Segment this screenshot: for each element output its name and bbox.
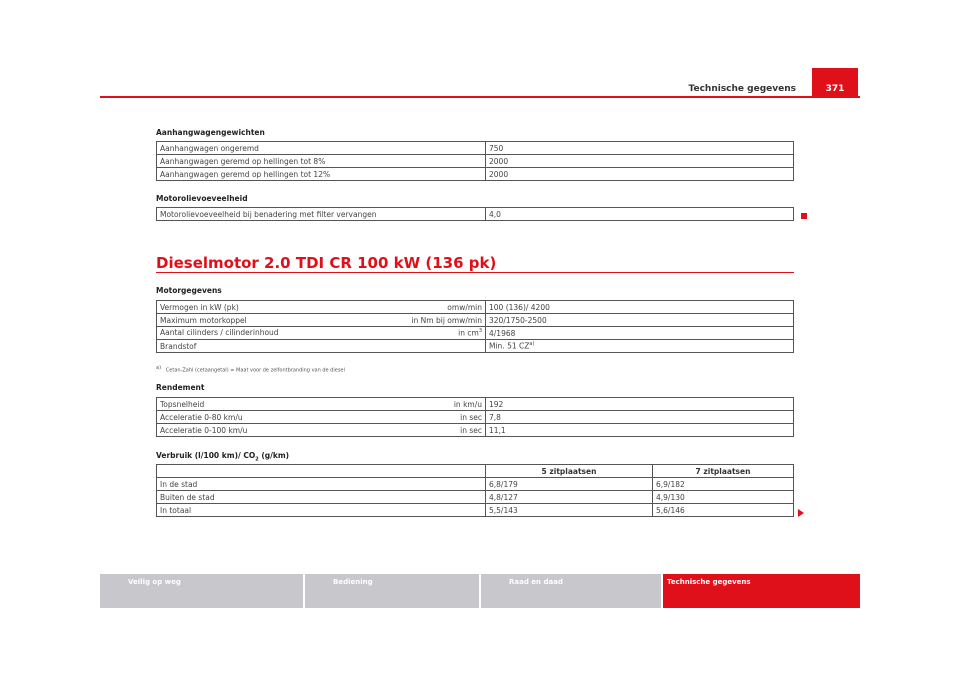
continue-arrow-icon (798, 509, 804, 517)
row-value: 5,5/143 (486, 504, 653, 517)
section-end-marker (801, 213, 807, 219)
footer-tab-label: Veilig op weg (128, 578, 181, 586)
footer-tab-operation[interactable] (305, 574, 479, 608)
engine-heading: Dieselmotor 2.0 TDI CR 100 kW (136 pk) (156, 254, 497, 272)
consumption-label-sub: 2 (255, 456, 259, 463)
footer-tab-safety[interactable] (100, 574, 303, 608)
row-label: In de stad (157, 478, 486, 491)
row-value: 4,0 (486, 208, 794, 221)
running-header-title: Technische gegevens (688, 84, 796, 94)
table-row (157, 208, 794, 221)
row-unit: in sec (460, 412, 482, 422)
footnote-ref: a) (529, 341, 535, 348)
row-value: 6,9/182 (653, 478, 794, 491)
page-number: 371 (825, 84, 845, 94)
section-label-oil: Motorolievoeveelheid (156, 194, 248, 203)
footer-tab-tips[interactable] (481, 574, 661, 608)
table-row (157, 314, 794, 327)
footer-tab-technical[interactable] (663, 574, 860, 608)
table-header-row (157, 465, 794, 478)
heading-rule (156, 272, 794, 273)
row-value: 2000 (486, 168, 794, 181)
table-row (157, 478, 794, 491)
footnote-marker: a) (156, 365, 162, 371)
row-label: Aanhangwagen ongeremd (157, 142, 486, 155)
row-value: 7,8 (486, 411, 794, 424)
row-label: Acceleratie 0-80 km/u (160, 412, 243, 422)
section-label-weights: Aanhangwagengewichten (156, 128, 265, 137)
table-row (157, 327, 794, 340)
section-label-consumption (156, 451, 289, 463)
row-label: Aantal cilinders / cilinderinhoud (160, 328, 279, 338)
consumption-label-part: (g/km) (258, 451, 290, 460)
row-label: In totaal (157, 504, 486, 517)
row-value: 4,8/127 (486, 491, 653, 504)
table-row (157, 504, 794, 517)
performance-table (156, 397, 794, 437)
table-row (157, 424, 794, 437)
table-row (157, 411, 794, 424)
table-row (157, 340, 794, 353)
row-label: Motorolievoeveelheid bij benadering met filter vervangen (157, 208, 486, 221)
row-value: 320/1750-2500 (486, 314, 794, 327)
row-value: 4/1968 (486, 327, 794, 340)
engine-table (156, 300, 794, 353)
consumption-label-part: Verbruik (l/100 km)/ CO (156, 451, 256, 460)
row-label: Aanhangwagen geremd op hellingen tot 8% (157, 155, 486, 168)
row-label: Maximum motorkoppel (160, 315, 247, 325)
row-value: 750 (486, 142, 794, 155)
row-unit: omw/min (447, 302, 482, 312)
footnote-text: Cetan-Zahl (cetaangetal) = Maat voor de zelfontbranding van de diesel (165, 367, 345, 374)
table-row (157, 491, 794, 504)
row-value: 5,6/146 (653, 504, 794, 517)
footnote (156, 365, 345, 374)
row-value: 100 (136)/ 4200 (486, 301, 794, 314)
row-value: 192 (486, 398, 794, 411)
section-label-engine: Motorgegevens (156, 286, 222, 295)
weights-table (156, 141, 794, 181)
row-value: 6,8/179 (486, 478, 653, 491)
row-label: Acceleratie 0-100 km/u (160, 425, 248, 435)
row-label: Buiten de stad (157, 491, 486, 504)
footer-tab-label: Raad en daad (509, 578, 563, 586)
footer-tab-label: Bediening (333, 578, 373, 586)
row-label: Brandstof (160, 341, 197, 351)
footer-tab-label: Technische gegevens (667, 578, 751, 586)
row-unit: in sec (460, 425, 482, 435)
page-number-box (812, 68, 858, 98)
table-row (157, 398, 794, 411)
row-value: Min. 51 CZ (489, 341, 530, 351)
section-label-performance: Rendement (156, 383, 205, 392)
column-header: 5 zitplaatsen (486, 465, 653, 478)
unit-superscript: 3 (478, 328, 482, 335)
table-row (157, 301, 794, 314)
table-row (157, 168, 794, 181)
row-value: 2000 (486, 155, 794, 168)
row-unit: in km/u (453, 399, 482, 409)
consumption-table (156, 464, 794, 517)
row-unit: in cm (458, 328, 479, 338)
row-label: Aanhangwagen geremd op hellingen tot 12% (157, 168, 486, 181)
oil-table (156, 207, 794, 221)
column-header: 7 zitplaatsen (653, 465, 794, 478)
row-unit: in Nm bij omw/min (411, 315, 482, 325)
header-rule (100, 96, 860, 98)
table-row (157, 155, 794, 168)
table-row (157, 142, 794, 155)
row-value: 4,9/130 (653, 491, 794, 504)
row-label: Topsnelheid (160, 399, 205, 409)
row-value: 11,1 (486, 424, 794, 437)
row-label: Vermogen in kW (pk) (160, 302, 239, 312)
